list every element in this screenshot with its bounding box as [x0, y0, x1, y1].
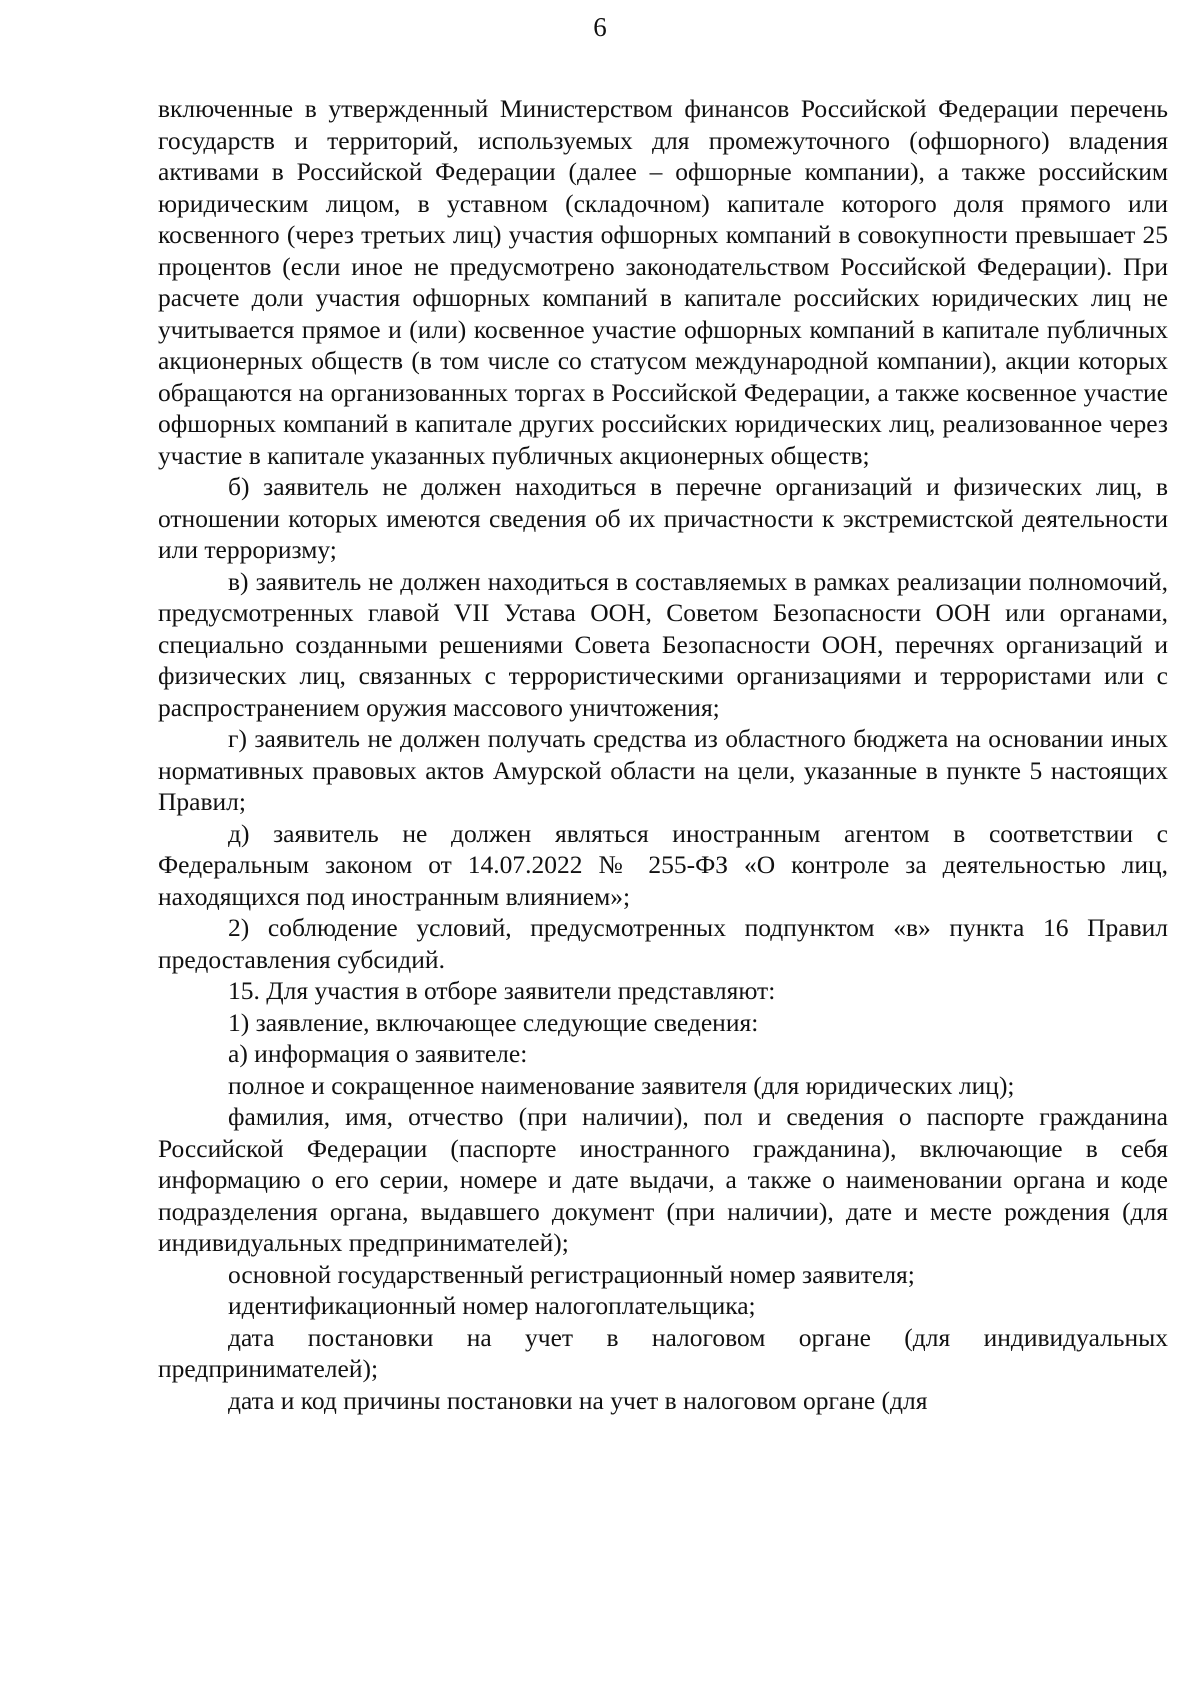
- paragraph-ogrn: основной государственный регистрационный номер заявителя;: [228, 1259, 915, 1289]
- paragraph-section-15-item-1: 1) заявление, включающее следующие сведения:: [228, 1007, 759, 1037]
- paragraph-item-v: в) заявитель не должен находиться в составляемых в рамках реализации полномочий, предусмотренных главой VII Устава ООН, Советом Безопасности ООН или органами, специально созданными решениями Совета Безопасности ООН, перечнях организаций и физических лиц, связанных с террористическими организациями и террористами или с распространением оружия массового уничтожения;: [158, 566, 1168, 722]
- paragraph-kpp: дата и код причины постановки на учет в налоговом органе (для: [228, 1385, 928, 1415]
- paragraph-inn: идентификационный номер налогоплательщика;: [228, 1291, 756, 1320]
- paragraph-section-15: 15. Для участия в отборе заявители представляют:: [228, 976, 776, 1005]
- paragraph-applicant-info: а) информация о заявителе:: [228, 1039, 528, 1068]
- paragraph-registration-date: дата постановки на учет в налоговом органе (для индивидуальных предпринимателей);: [158, 1322, 1168, 1383]
- paragraph-item-2: 2) соблюдение условий, предусмотренных подпунктом «в» пункта 16 Правил предоставления субсидий.: [158, 913, 1168, 974]
- paragraph-item-b: б) заявитель не должен находиться в перечне организаций и физических лиц, в отношении которых имеются сведения об их причастности к экстремистской деятельности или терроризму;: [158, 472, 1168, 564]
- page-bottom-margin: [0, 1560, 1200, 1699]
- paragraph-item-d: д) заявитель не должен являться иностранным агентом в соответствии с Федеральным законом от 14.07.2022 № 255-ФЗ «О контроле за деятельностью лиц, находящихся под иностранным влиянием»;: [158, 818, 1168, 911]
- paragraph-full-name-legal: полное и сокращенное наименование заявителя (для юридических лиц);: [228, 1070, 1015, 1100]
- page-number: 6: [593, 12, 607, 42]
- paragraph-item-g: г) заявитель не должен получать средства из областного бюджета на основании иных нормативных правовых актов Амурской области на цели, указанные в пункте 5 настоящих Правил;: [158, 724, 1168, 816]
- document-body: [158, 93, 1168, 1416]
- paragraph-passport-info: фамилия, имя, отчество (при наличии), пол и сведения о паспорте гражданина Российской Федерации (паспорте иностранного гражданина), включающие в себя информацию о его серии, номере и дате выдачи, а также о наименовании органа и коде подразделения органа, выдавшего документ (при наличии), дате и месте рождения (для индивидуальных предпринимателей);: [158, 1102, 1168, 1257]
- paragraph-offshore-companies: включенные в утвержденный Министерством финансов Российской Федерации перечень государств и территорий, используемых для промежуточного (офшорного) владения активами в Российской Федерации (далее – офшорные компании), а также российским юридическим лицом, в уставном (складочном) капитале которого доля прямого или косвенного (через третьих лиц) участия офшорных компаний в совокупности превышает 25 процентов (если иное не предусмотрено законодательством Российской Федерации). При расчете доли участия офшорных компаний в капитале российских юридических лиц не учитывается прямое и (или) косвенное участие офшорных компаний в капитале публичных акционерных обществ (в том числе со статусом международной компании), акции которых обращаются на организованных торгах в Российской Федерации, а также косвенное участие офшорных компаний в капитале других российских юридических лиц, реализованное через участие в капитале указанных публичных акционерных обществ;: [158, 94, 1168, 470]
